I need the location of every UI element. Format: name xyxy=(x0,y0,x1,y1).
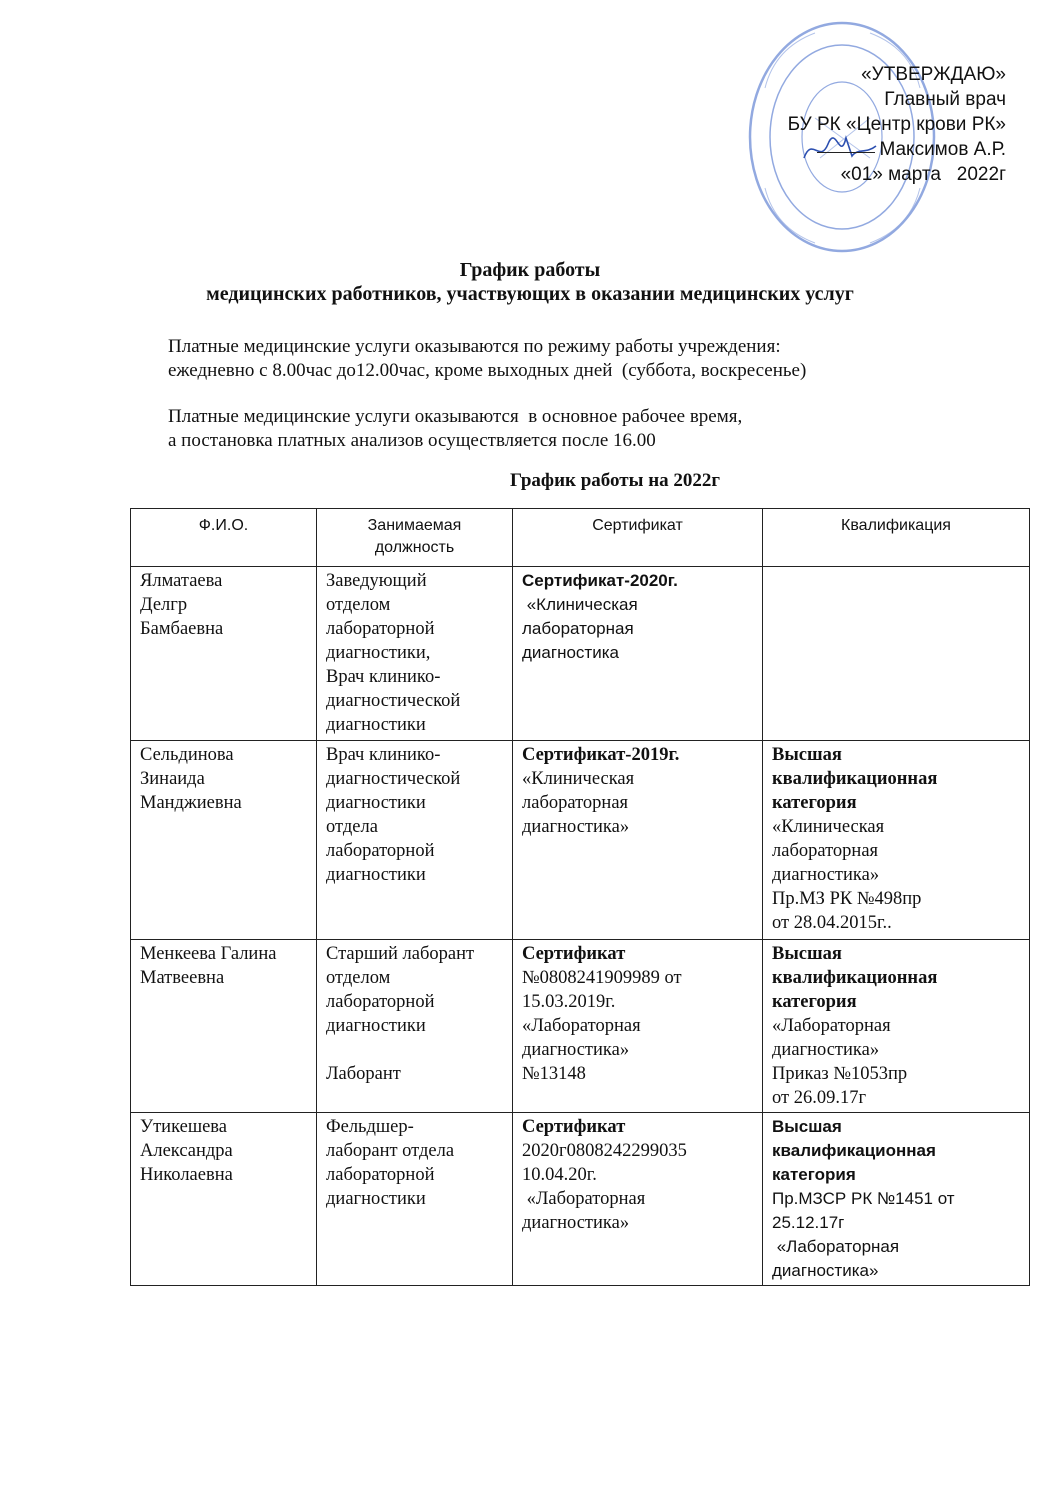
cell-line: Зинаида xyxy=(140,769,205,789)
cell-position xyxy=(317,940,513,1113)
cell-line: диагностики, xyxy=(326,643,431,663)
cell-line: от 26.09.17г xyxy=(772,1088,867,1108)
cell-line: «Клиническая xyxy=(522,595,638,614)
cell-certificate xyxy=(513,940,763,1113)
cell-line: Врач клинико- xyxy=(326,667,441,687)
cell-line: Врач клинико- xyxy=(326,745,441,765)
cell-position xyxy=(317,1113,513,1286)
header-certificate: Сертификат xyxy=(513,509,763,567)
cell-line: лабораторная xyxy=(522,619,634,638)
cell-line: Менкеева Галина xyxy=(140,944,277,964)
cell-line: Сертификат-2020г. xyxy=(522,571,678,590)
cell-line: «Лабораторная xyxy=(522,1189,646,1209)
table-row xyxy=(131,1113,1030,1286)
cell-line: лаборант отдела xyxy=(326,1141,455,1161)
cell-line: лабораторной xyxy=(326,992,435,1012)
cell-line: диагностической xyxy=(326,691,461,711)
cell-line: диагностики xyxy=(326,1189,426,1209)
cell-line: категория xyxy=(772,793,857,813)
schedule-title: График работы на 2022г xyxy=(509,470,721,491)
cell-line: №0808241909989 от xyxy=(522,968,682,988)
approval-block xyxy=(720,62,1006,187)
cell-line: Манджиевна xyxy=(140,793,242,813)
cell-line: Сертификат-2019г. xyxy=(522,745,680,765)
paragraph-working-hours xyxy=(168,335,806,383)
cell-line: Высшая xyxy=(772,745,842,765)
cell-line: Александра xyxy=(140,1141,233,1161)
approval-signatory-line xyxy=(720,137,1006,162)
paragraph-line: ежедневно с 8.00час до12.00час, кроме выходных дней (суббота, воскресенье) xyxy=(168,360,807,381)
staff-schedule-table xyxy=(130,508,1030,1286)
cell-line: Сертификат xyxy=(522,1117,626,1137)
cell-line: Сертификат xyxy=(522,944,626,964)
approval-signatory: Максимов А.Р. xyxy=(879,139,1006,160)
cell-line: Приказ №1053пр xyxy=(772,1064,908,1084)
cell-line: 15.03.2019г. xyxy=(522,992,616,1012)
cell-line: диагностики xyxy=(326,865,426,885)
cell-line: Сельдинова xyxy=(140,745,234,765)
cell-certificate xyxy=(513,1113,763,1286)
cell-line: лабораторной xyxy=(326,841,435,861)
cell-line: Лаборант xyxy=(326,1064,401,1084)
cell-line: квалификационная xyxy=(772,769,938,789)
cell-line: Утикешева xyxy=(140,1117,227,1137)
cell-line: «Лабораторная xyxy=(772,1237,900,1256)
document-title: График работы xyxy=(459,259,601,281)
paragraph-line: Платные медицинские услуги оказываются по режиму работы учреждения: xyxy=(168,336,781,357)
signature-blank xyxy=(817,152,875,153)
cell-line: Делгр xyxy=(140,595,188,615)
cell-line: диагностика» xyxy=(772,1040,880,1060)
cell-line: Бамбаевна xyxy=(140,619,224,639)
cell-line: Николаевна xyxy=(140,1165,233,1185)
cell-line xyxy=(326,1038,503,1062)
table-header-row xyxy=(131,509,1030,567)
cell-line: 25.12.17г xyxy=(772,1213,845,1232)
cell-line: лабораторной xyxy=(326,1165,435,1185)
cell-line: №13148 xyxy=(522,1064,586,1084)
cell-line: диагностика xyxy=(522,643,619,662)
cell-line: лабораторная xyxy=(522,793,629,813)
cell-line: от 28.04.2015г.. xyxy=(772,913,892,933)
cell-certificate xyxy=(513,567,763,741)
cell-line: лабораторная xyxy=(772,841,879,861)
approval-date: «01» марта 2022г xyxy=(840,164,1006,185)
cell-qualification xyxy=(763,741,1030,940)
cell-line: 2020г0808242299035 xyxy=(522,1141,687,1161)
cell-line: Пр.МЗ РК №498пр xyxy=(772,889,922,909)
cell-qualification xyxy=(763,1113,1030,1286)
cell-line: Ялматаева xyxy=(140,571,223,591)
cell-line: «Лабораторная xyxy=(772,1016,891,1036)
cell-line: диагностика» xyxy=(522,817,630,837)
cell-name xyxy=(131,940,317,1113)
cell-position xyxy=(317,567,513,741)
cell-line: Пр.МЗСР РК №1451 от xyxy=(772,1189,955,1208)
cell-line: диагностика» xyxy=(522,1040,630,1060)
cell-line: диагностической xyxy=(326,769,461,789)
cell-certificate xyxy=(513,741,763,940)
cell-line: Матвеевна xyxy=(140,968,225,988)
cell-line: отделом xyxy=(326,595,391,615)
cell-line: 10.04.20г. xyxy=(522,1165,597,1185)
cell-line: «Лабораторная xyxy=(522,1016,641,1036)
cell-line: Старший лаборант xyxy=(326,944,475,964)
cell-line: диагностики xyxy=(326,715,426,735)
cell-line: Заведующий xyxy=(326,571,427,591)
cell-line: категория xyxy=(772,1165,856,1184)
header-name: Ф.И.О. xyxy=(131,509,317,567)
document-subtitle: медицинских работников, участвующих в оказании медицинских услуг xyxy=(206,283,854,305)
cell-qualification xyxy=(763,567,1030,741)
cell-position xyxy=(317,741,513,940)
paragraph-analysis-time xyxy=(168,405,742,453)
approval-heading: «УТВЕРЖДАЮ» xyxy=(861,64,1006,85)
cell-line: диагностика» xyxy=(772,1261,879,1280)
approval-position: Главный врач xyxy=(884,89,1006,110)
cell-line: диагностики xyxy=(326,793,426,813)
cell-line: Высшая xyxy=(772,1117,842,1136)
cell-line: «Клиническая xyxy=(522,769,635,789)
cell-name xyxy=(131,741,317,940)
paragraph-line: а постановка платных анализов осуществляется после 16.00 xyxy=(168,430,656,451)
approval-organization: БУ РК «Центр крови РК» xyxy=(787,114,1006,135)
cell-line: диагностики xyxy=(326,1016,426,1036)
cell-line: квалификационная xyxy=(772,968,938,988)
cell-line: категория xyxy=(772,992,857,1012)
cell-name xyxy=(131,1113,317,1286)
paragraph-line: Платные медицинские услуги оказываются в основное рабочее время, xyxy=(168,406,743,427)
header-position: Занимаемая должность xyxy=(317,509,513,567)
header-qualification: Квалификация xyxy=(763,509,1030,567)
cell-line: квалификационная xyxy=(772,1141,936,1160)
cell-line: отдела xyxy=(326,817,378,837)
table-row xyxy=(131,940,1030,1113)
table-row xyxy=(131,741,1030,940)
cell-qualification xyxy=(763,940,1030,1113)
cell-name xyxy=(131,567,317,741)
cell-line: отделом xyxy=(326,968,391,988)
cell-line: Фельдшер- xyxy=(326,1117,414,1137)
cell-line: диагностика» xyxy=(772,865,880,885)
cell-line: Высшая xyxy=(772,944,842,964)
table-row xyxy=(131,567,1030,741)
cell-line: диагностика» xyxy=(522,1213,630,1233)
cell-line: «Клиническая xyxy=(772,817,885,837)
cell-line: лабораторной xyxy=(326,619,435,639)
